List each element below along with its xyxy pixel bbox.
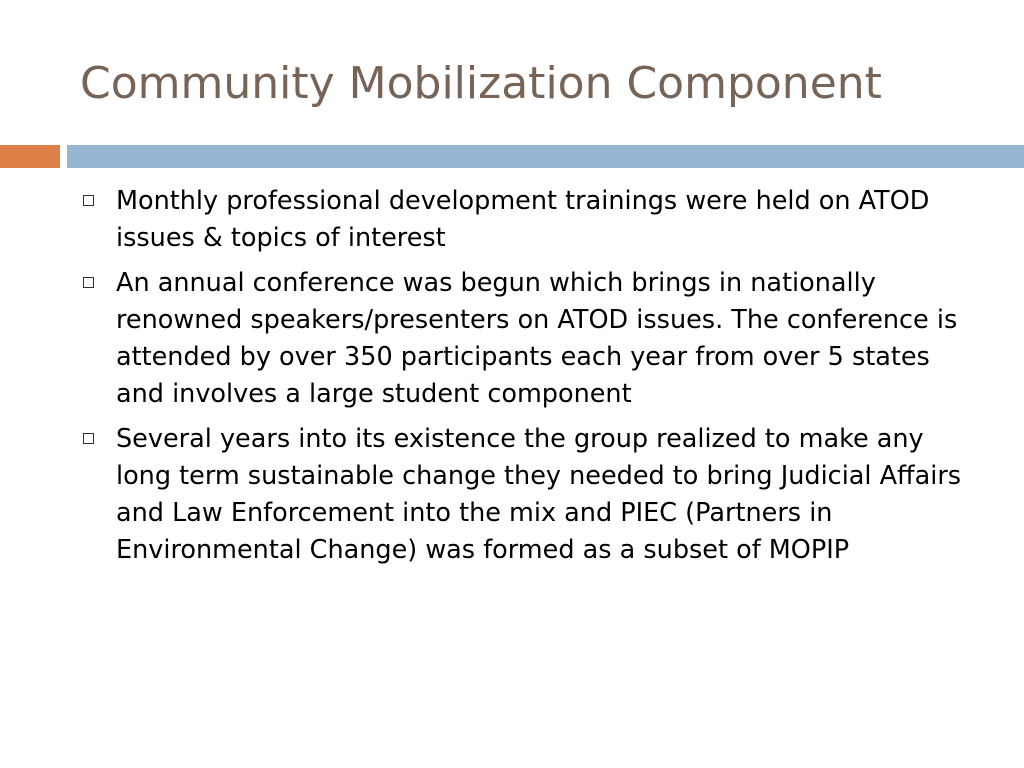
accent-band-blue bbox=[67, 145, 1024, 168]
bullet-item bbox=[78, 265, 983, 413]
slide-title: Community Mobilization Component bbox=[80, 58, 882, 109]
accent-band-orange bbox=[0, 145, 60, 168]
bullet-text: Monthly professional development trainings were held on ATOD issues & topics of interest bbox=[116, 186, 930, 253]
bullet-item bbox=[78, 421, 983, 569]
square-bullet-icon bbox=[83, 195, 94, 206]
bullet-text: An annual conference was begun which brings in nationally renowned speakers/presenters on ATOD issues. The conference is attended by over 350 participants each year from over 5 states and involves a large student component bbox=[116, 268, 958, 409]
square-bullet-icon bbox=[83, 277, 94, 288]
square-bullet-icon bbox=[83, 433, 94, 444]
bullet-text: Several years into its existence the group realized to make any long term sustainable change they needed to bring Judicial Affairs and Law Enforcement into the mix and PIEC (Partners in Environmental Change) was formed as a subset of MOPIP bbox=[116, 424, 962, 565]
bullet-list bbox=[78, 183, 983, 577]
bullet-item bbox=[78, 183, 983, 257]
